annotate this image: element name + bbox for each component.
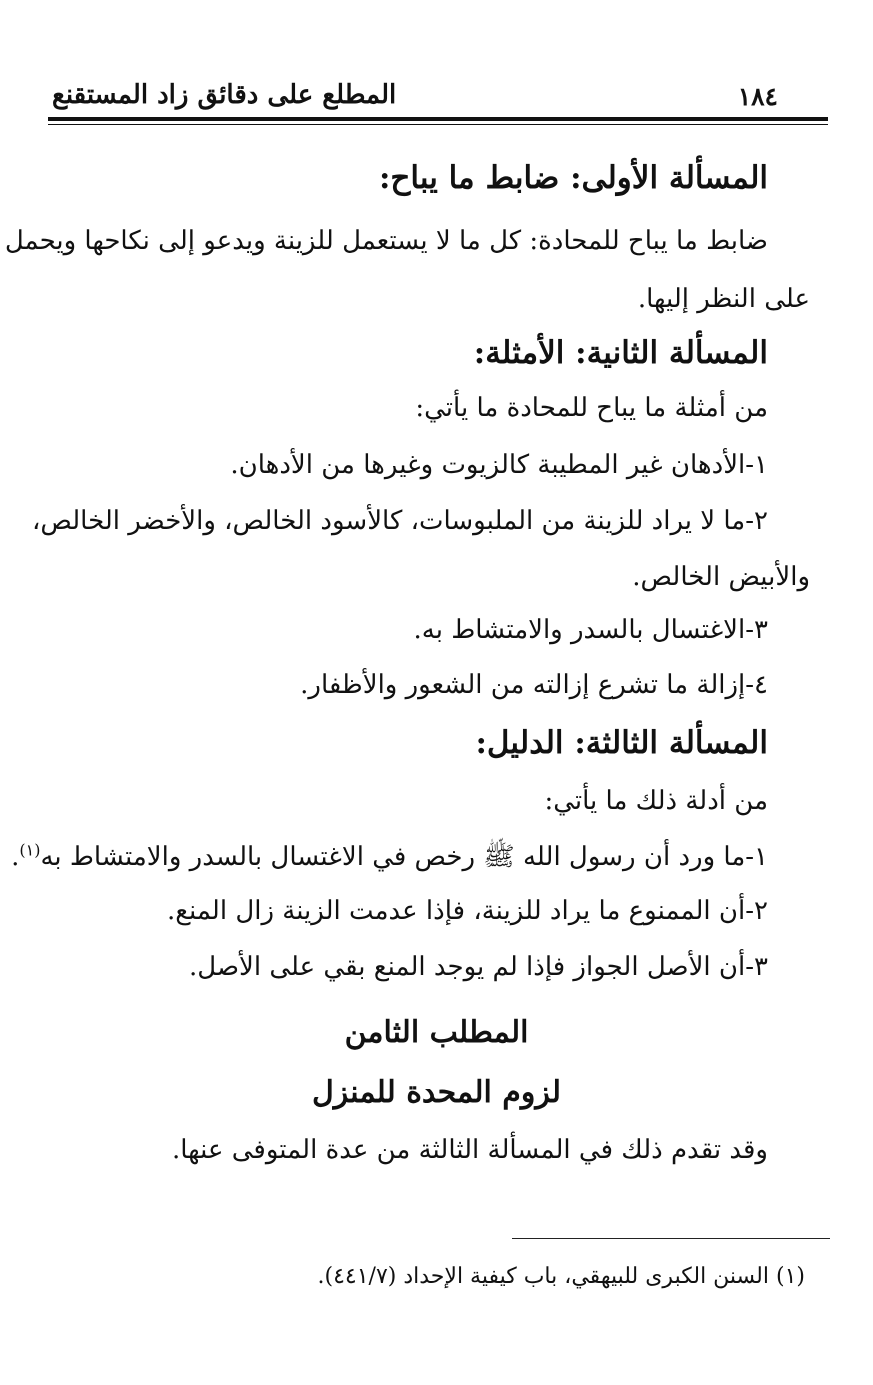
header-rule-thin <box>48 124 828 125</box>
list-item-period: . <box>11 842 20 872</box>
heading-issue-3: المسألة الثالثة: الدليل: <box>475 725 768 761</box>
heading-issue-2: المسألة الثانية: الأمثلة: <box>473 335 768 371</box>
paragraph-line: من أمثلة ما يباح للمحادة ما يأتي: <box>415 393 768 423</box>
header-rule-thick <box>48 117 828 121</box>
footnote: (١) السنن الكبرى للبيهقي، باب كيفية الإحداد (٤٤١/٧). <box>317 1264 805 1289</box>
list-item: ٢-أن الممنوع ما يراد للزينة، فإذا عدمت الزينة زال المنع. <box>166 896 768 926</box>
list-item: ٣-الاغتسال بالسدر والامتشاط به. <box>413 615 768 645</box>
paragraph-line: على النظر إليها. <box>637 284 810 314</box>
list-item: ٣-أن الأصل الجواز فإذا لم يوجد المنع بقي على الأصل. <box>189 952 768 982</box>
section-subtitle: لزوم المحدة للمنزل <box>311 1075 562 1110</box>
list-item: ٤-إزالة ما تشرع إزالته من الشعور والأظفار. <box>300 670 768 700</box>
section-title: المطلب الثامن <box>344 1015 529 1050</box>
list-item: ١-الأدهان غير المطيبة كالزيوت وغيرها من الأدهان. <box>230 450 768 480</box>
paragraph-line: وقد تقدم ذلك في المسألة الثالثة من عدة المتوفى عنها. <box>171 1135 768 1165</box>
footnote-reference: (١) <box>19 840 41 860</box>
page-number: ١٨٤ <box>737 82 778 111</box>
list-item <box>11 840 768 878</box>
footnote-separator <box>512 1238 830 1239</box>
running-header-title: المطلع على دقائق زاد المستقنع <box>52 80 397 110</box>
list-item-text: ١-ما ورد أن رسول الله ﷺ رخص في الاغتسال بالسدر والامتشاط به <box>40 842 768 872</box>
paragraph-line: من أدلة ذلك ما يأتي: <box>544 786 768 816</box>
list-item-continuation: والأبيض الخالص. <box>632 562 810 592</box>
list-item: ٢-ما لا يراد للزينة من الملبوسات، كالأسود الخالص، والأخضر الخالص، <box>32 506 768 536</box>
paragraph-line: ضابط ما يباح للمحادة: كل ما لا يستعمل للزينة ويدعو إلى نكاحها ويحمل <box>4 226 768 256</box>
heading-issue-1: المسألة الأولى: ضابط ما يباح: <box>378 160 768 196</box>
